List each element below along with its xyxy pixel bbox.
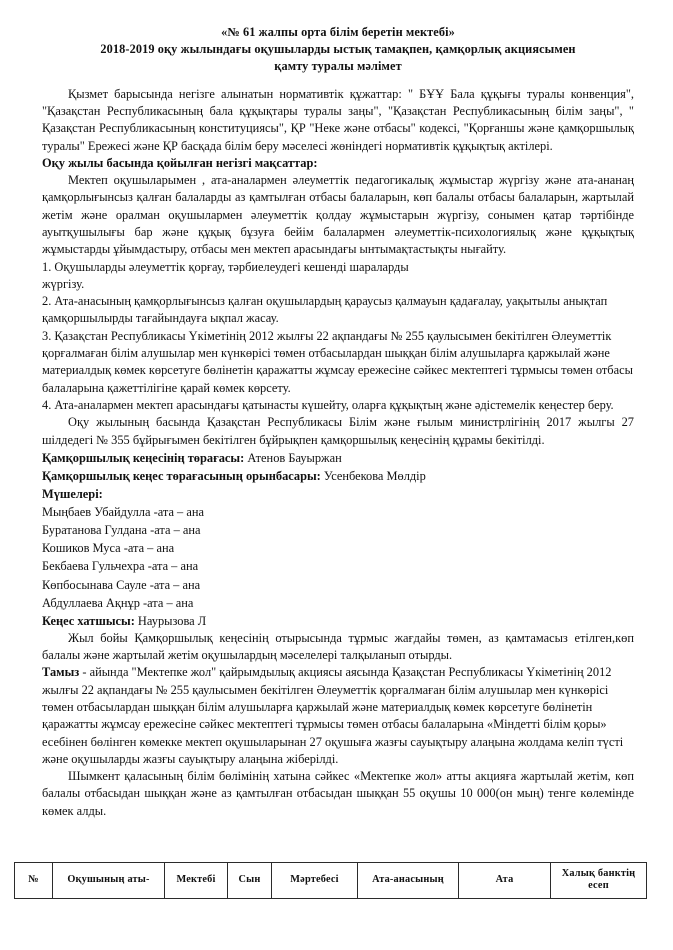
title-line-subject: 2018-2019 оқу жылындағы оқушыларды ыстық тамақпен, қамқорлық акциясымен (100, 42, 576, 57)
title-line-school: «№ 61 жалпы орта білім беретін мектебі» (221, 25, 455, 39)
table-header-row (15, 863, 647, 899)
goal-item-2: 2. Ата-анасының қамқорлығынсыз қалған оқушылардың қараусыз қалмауын қадағалау, уақытылы анықтап қамқоршылырды тағайындауға ықпал жасау. (42, 294, 608, 326)
paragraph-shymkent-aid: Шымкент қаласының білім бөлімінің хатына сәйкес «Мектепке жол» атты акцияға жартылай жетім, көп балалы отбасыдан шыққан және аз қамтылған отбасыдан шыққан 55 оқушы 10 000(он мың) тенге көлемінде көмек алды. (42, 769, 634, 818)
paragraph-social-work: Мектеп оқушыларымен , ата-аналармен әлеуметтік педагогикалық жұмыстар жүргізу және ата-ананаң қамқорлығынсыз қалған балаларды аз қамтылған отбасы балаларын, көп балалы отбасы балаларын, жартылай жетім және оралман оқушылармен әлеуметтік қолдау жұмыстарын жүргізу, сонымен қатар тәртібінде ауытқушылығы бар және құқық бұзуға бейім балалармен әлеуметтік-психологиялық және құқықтық жұмыстарды ұйымдастыру, отбасы мен мектеп арасындағы ынтымақтастықты нығайту. (42, 173, 634, 257)
goal-item-1-line-2: жүргізу. (42, 276, 85, 291)
paragraph-council-order: Оқу жылының басында Қазақстан Республикасы Білім және ғылым министрлігінің 2017 жылгы 27 шілдедегі № 355 бұйрығымен бекітілген бұйрықпен қамқоршылық кеңесінің құрамы бекітілді. (42, 415, 634, 447)
students-table-wrapper (14, 862, 646, 899)
goal-item-3: 3. Қазақстан Республикасы Үкіметінің 2012 жылғы 22 ақпандағы № 255 қаулысымен бекітілген Әлеуметтік қорғалмаған білім алушылар мен күнкөрісі төмен отбасылардан шыққан білім алушыларға қаржылай және материалдық көмек көрсетуге бөлінетін қаражатты жұмсау ережесіне сәйкес мектептегі тұрмысы төмен отбасы балаларына қажеттілігіне қарай көмек көрсету. (42, 328, 633, 395)
document-body (42, 24, 634, 820)
council-vicechair-label: Қамқоршылық кеңес төрағасының орынбасары: (42, 468, 321, 483)
paragraph-yearly-meetings: Жыл бойы Қамқоршылық кеңесінің отырысында тұрмыс жағдайы төмен, аз қамтамасыз етілген,көп балалы және жартылай жетім оқушылардың мәселелері талқыланып отырды. (42, 630, 634, 663)
heading-goals: Оқу жылы басында қойылған негізгі мақсаттар: (42, 155, 318, 170)
council-vicechair-name: Усенбекова Мөлдір (320, 468, 426, 483)
students-table (14, 862, 647, 899)
council-vicechair-row (42, 467, 634, 485)
table-column-header-school: Мектебі (165, 863, 228, 899)
table-column-header-class: Сын (228, 863, 272, 899)
august-rest-text: - айында "Мектепке жол" қайрымдылық акциясы аясында Қазақстан Республикасы Үкіметінің 2012 жылғы 22 ақпандағы № 255 қаулысымен бекітілген Әлеуметтік қорғалмаған білім алушылар мен күнкөрісі төмен отбасылардан шыққан білім алушыларға қаржылай және материалдық көмек көрсетуге бөлінетін қаражатты жұмсау ережесіне сәйкес мектептегі тұрмысы төмен отбасы балаларына «Міндетті білім қоры» есебінен бөлінген көмекке мектеп оқушыларынан 27 оқушыға жазғы сауықтыру алаңына жолдама келіп түсті және оқушыларды жазғы сауықтыру алаңына жіберілді. (42, 665, 624, 766)
paragraph-august-campaign (42, 664, 634, 768)
council-secretary-row (42, 612, 634, 630)
council-member-row: Буратанова Гулдана -ата – ана (42, 523, 201, 538)
document-title (42, 24, 634, 76)
council-member-row: Кошиков Муса -ата – ана (42, 541, 175, 556)
table-column-header-student-name: Оқушының аты- (53, 863, 165, 899)
goal-item-4: 4. Ата-аналармен мектеп арасындағы қатынасты күшейту, оларға құқықтың және әдістемелік кеңестер беру. (42, 397, 614, 412)
paragraph-normative-documents: Қызмет барысында негізге алынатын нормативтік құжаттар: " БҰҰ Бала құқығы туралы конвенция", "Қазақстан Республикасының бала құқықтары туралы заңы", "Қазақстан Республикасының білім заңы", " Қазақстан Республикасының конституциясы", ҚР "Неке және отбасы" кодексі, "Қорғаншы және қамқоршылық туралы" Ережесі және ҚР басқада білім беру мәселесі жөніндегі нормативтік құқықтық актілері. (42, 86, 634, 153)
goal-item-1-line-1: 1. Оқушыларды әлеуметтік қорғау, тәрбиелеудегі кешенді шараларды (42, 259, 409, 274)
council-member-row: Көпбосынава Сауле -ата – ана (42, 577, 201, 592)
council-member-row: Мыңбаев Убайдулла -ата – ана (42, 505, 204, 520)
council-member-row: Бекбаева Гульчехра -ата – ана (42, 559, 199, 574)
council-member-row: Абдуллаева Ақнұр -ата – ана (42, 595, 194, 610)
table-column-header-bank-account: Халық банктің есеп (551, 863, 647, 899)
table-column-header-number: № (15, 863, 53, 899)
members-label-text: Мүшелері: (42, 487, 103, 502)
council-chair-label: Қамқоршылық кеңесінің төрағасы: (42, 450, 245, 465)
table-column-header-father: Ата (459, 863, 551, 899)
title-line-suffix: қамту туралы мәлімет (274, 59, 402, 74)
table-column-header-parents: Ата-анасының (358, 863, 459, 899)
council-secretary-label: Кеңес хатшысы: (42, 613, 135, 628)
august-bold-prefix: Тамыз (42, 665, 80, 680)
council-chair-row (42, 449, 634, 467)
council-secretary-name: Наурызова Л (134, 613, 207, 628)
council-chair-name: Атенов Бауыржан (244, 450, 342, 465)
council-members-label (42, 485, 634, 503)
table-column-header-status: Мәртебесі (272, 863, 358, 899)
